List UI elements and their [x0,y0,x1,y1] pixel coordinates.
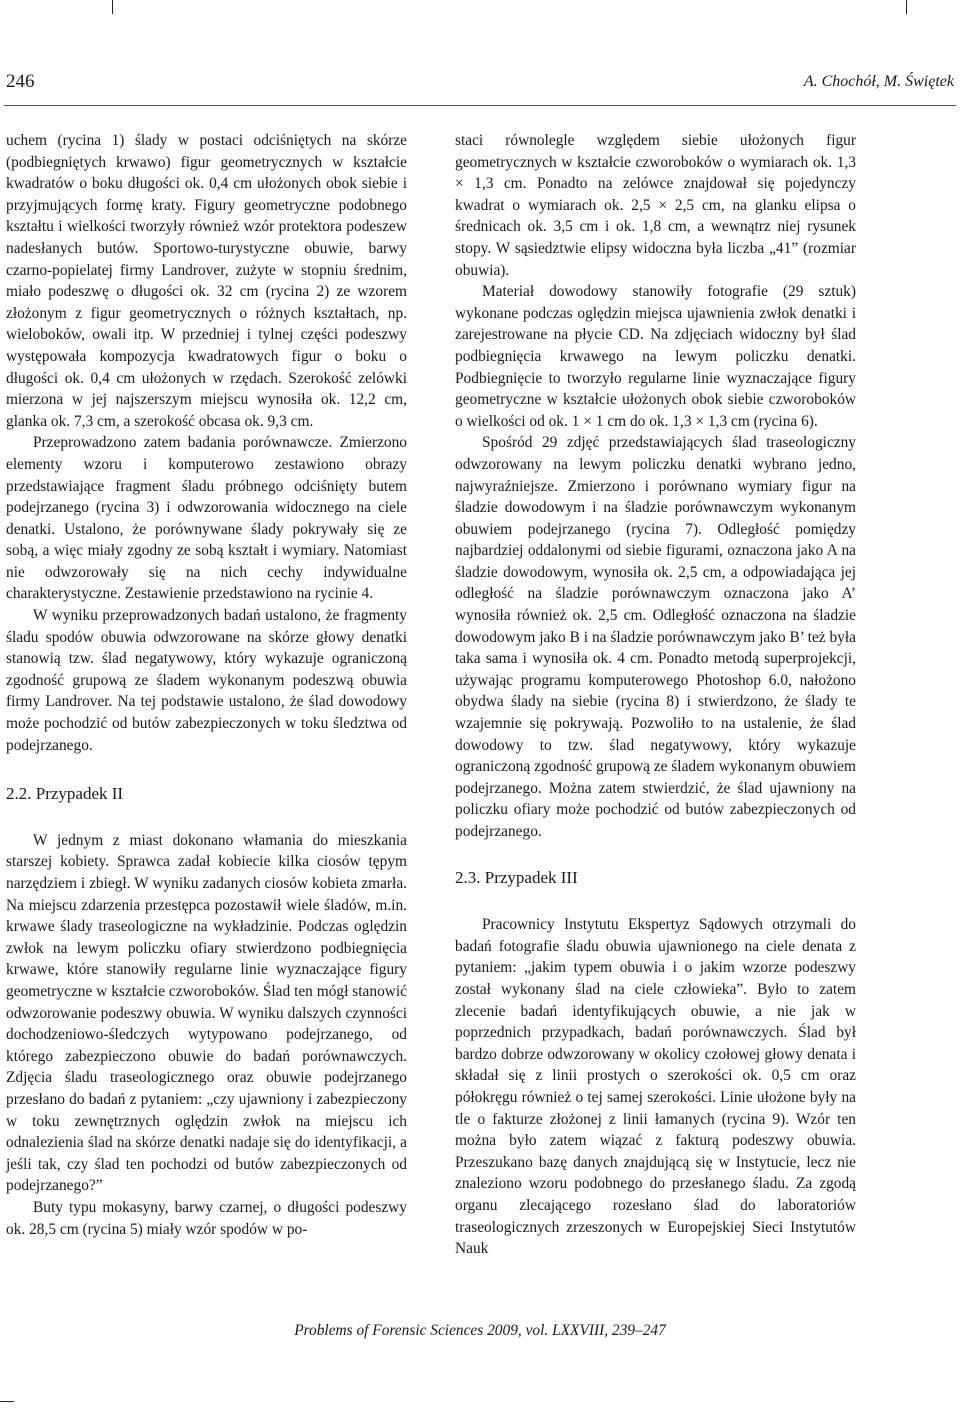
right-column [455,130,856,1260]
section-heading: 2.3. Przypadek III [455,867,578,887]
crop-mark-top-left [112,0,113,14]
crop-mark-bottom-left [0,1401,14,1402]
running-head: A. Chochół, M. Świętek [803,73,954,90]
header-rule [4,105,956,106]
paragraph: W jednym z miast dokonano włamania do mieszkania starszej kobiety. Sprawca zadał kobiecie kilka ciosów tępym narzędziem i zbiegł. W wyniku zadanych ciosów kobieta zmarła. Na miejscu zdarzenia przestępca pozostawił wiele śladów, m.in. krwawe ślady traseologiczne na wykładzinie. Podczas oględzin zwłok na lewym policzku ofiary stwierdzono podbiegnięcia krwawe, które stanowiły regularne linie wyznaczające figury geometryczne w kształcie czworoboków. Ślad ten mógł stanowić odwzorowanie podeszwy obuwia. W wyniku dalszych czynności dochodzeniowo-śledczych wytypowano podejrzanego, od którego zabezpieczono obuwie do badań porównawczych. Zdjęcia śladu traseologicznego oraz obuwie podejrzanego przesłano do badań z pytaniem: „czy ujawniony i zabezpieczony w toku zewnętrznych oględzin zwłok na miejscu ich odnalezienia ślad na skórze denatki nadaje się do identyfikacji, a jeśli tak, czy ślad ten pochodzi od butów zabezpieczonych od podejrzanego?” [6,831,407,1195]
paragraph: Materiał dowodowy stanowiły fotografie (29 sztuk) wykonane podczas oględzin miejsca ujawnienia zwłok denatki i zarejestrowane na płycie CD. Na zdjęciach widoczny był ślad podbiegnięcia krwawego na lewym policzku denatki. Podbiegnięcie to tworzyło regularne linie wyznaczające figury geometryczne w kształcie ułożonych obok siebie czworoboków o wielkości od ok. 1 × 1 cm do ok. 1,3 × 1,3 cm (rycina 6). [455,283,856,430]
paragraph: Przeprowadzono zatem badania porównawcze. Zmierzono elementy wzoru i komputerowo zestawiono obrazy przedstawiające fragment śladu próbnego odciśnięty butem podejrzanego (rycina 3) i odwzorowania widocznego na ciele denatki. Ustalono, że porównywane ślady pokrywały się ze sobą, a więc miały zgodny ze sobą kształt i wymiary. Natomiast nie odwzorowały się na nich cechy indywidualne charakterystyczne. Zestawienie przedstawiono na rycinie 4. [6,434,407,603]
crop-mark-top-right [906,0,907,14]
paragraph: Buty typu mokasyny, barwy czarnej, o długości podeszwy ok. 28,5 cm (rycina 5) miały wzór spodów w po- [6,1198,407,1238]
footer-citation: Problems of Forensic Sciences 2009, vol. LXXVIII, 239–247 [294,1322,666,1339]
paragraph: W wyniku przeprowadzonych badań ustalono, że fragmenty śladu spodów obuwia odwzorowane na skórze głowy denatki stanowią tzw. ślad negatywowy, który wykazuje ograniczoną zgodność grupową ze śladem wykonanym podeszwą obuwia firmy Landrover. Na tej podstawie ustalono, że ślad dowodowy może pochodzić od butów zabezpieczonych w toku śledztwa od podejrzanego. [6,607,407,754]
paragraph: staci równolegle względem siebie ułożonych figur geometrycznych w kształcie czworoboków o wymiarach ok. 1,3 × 1,3 cm. Ponadto na zelówce znajdował się pojedynczy kwadrat o wymiarach ok. 2,5 × 2,5 cm, na glanku elipsa o średnicach ok. 3,5 cm i ok. 1,8 cm, a wewnątrz niej rysunek stopy. W sąsiedztwie elipsy widoczna była liczba „41” (rozmiar obuwia). [455,132,856,279]
page-number: 246 [6,71,35,92]
left-column [6,130,407,1240]
section-heading: 2.2. Przypadek II [6,784,124,804]
paragraph: Spośród 29 zdjęć przedstawiających ślad traseologiczny odwzorowany na lewym policzku denatki wybrano jedno, najwyraźniejsze. Zmierzono i porównano wymiary figur na śladzie dowodowym i na śladzie porównawczym wykonanym obuwiem podejrzanego (rycina 7). Odległość pomiędzy najbardziej oddalonymi od siebie figurami, oznaczona jako A na śladzie dowodowym, wynosiła ok. 2,5 cm, a odpowiadająca jej odległość na śladzie porównawczym oznaczona jako A’ wynosiła również ok. 2,5 cm. Odległość oznaczona na śladzie dowodowym jako B i na śladzie porównawczym jako B’ też była taka sama i wynosiła ok. 4 cm. Ponadto metodą superprojekcji, używając programu komputerowego Photoshop 6.0, nałożono obydwa ślady na siebie (rycina 8) i stwierdzono, że ślady te wzajemnie się pokrywają. Pozwoliło to na ustalenie, że ślad dowodowy to tzw. ślad negatywowy, który wykazuje ograniczoną zgodność grupową ze śladem wykonanym obuwiem podejrzanego. Można zatem stwierdzić, że ślad ujawniony na policzku ofiary może pochodzić od butów zabezpieczonych od podejrzanego. [455,434,856,840]
paragraph: uchem (rycina 1) ślady w postaci odciśniętych na skórze (podbiegniętych krwawo) figur geometrycznych w kształcie kwadratów o boku długości ok. 0,4 cm ułożonych obok siebie i przyjmujących formę kraty. Figury geometryczne podobnego kształtu i wielkości tworzyły również wzór protektora podeszew nadesłanych butów. Sportowo-turystyczne obuwie, barwy czarno-popielatej firmy Landrover, zużyte w stopniu średnim, miało podeszwę o długości ok. 32 cm (rycina 2) ze wzorem złożonym z figur geometrycznych o różnych kształtach, np. wieloboków, owali itp. W przedniej i tylnej części podeszwy występowała kompozycja kwadratowych figur o boku o długości ok. 0,4 cm ułożonych w rzędach. Szerokość zelówki mierzona w jej najszerszym miejscu wynosiła ok. 12,2 cm, glanka ok. 7,3 cm, a szerokość obcasa ok. 9,3 cm. [6,132,407,430]
paragraph: Pracownicy Instytutu Ekspertyz Sądowych otrzymali do badań fotografie śladu obuwia ujawnionego na ciele denata z pytaniem: „jakim typem obuwia i o jakim wzorze podeszwy został wykonany ślad na ciele człowieka”. Było to zatem zlecenie badań identyfikujących obuwie, a nie jak w poprzednich przypadkach, badań porównawczych. Ślad był bardzo dobrze odwzorowany w okolicy czołowej głowy denata i składał się z linii prostych o szerokości ok. 0,5 cm oraz półokręgu również o tej samej szerokości. Linie ułożone były na tle o fakturze złożonej z linii łamanych (rycina 9). Wzór ten można było zatem wiązać z fakturą podeszwy obuwia. Przeszukano bazę danych znajdującą się w Instytucie, lecz nie znaleziono wzoru podobnego do przesłanego śladu. Za zgodą organu zlecającego rozesłano ślad do laboratoriów traseologicznych zrzeszonych w Europejskiej Sieci Instytutów Nauk [455,916,856,1258]
